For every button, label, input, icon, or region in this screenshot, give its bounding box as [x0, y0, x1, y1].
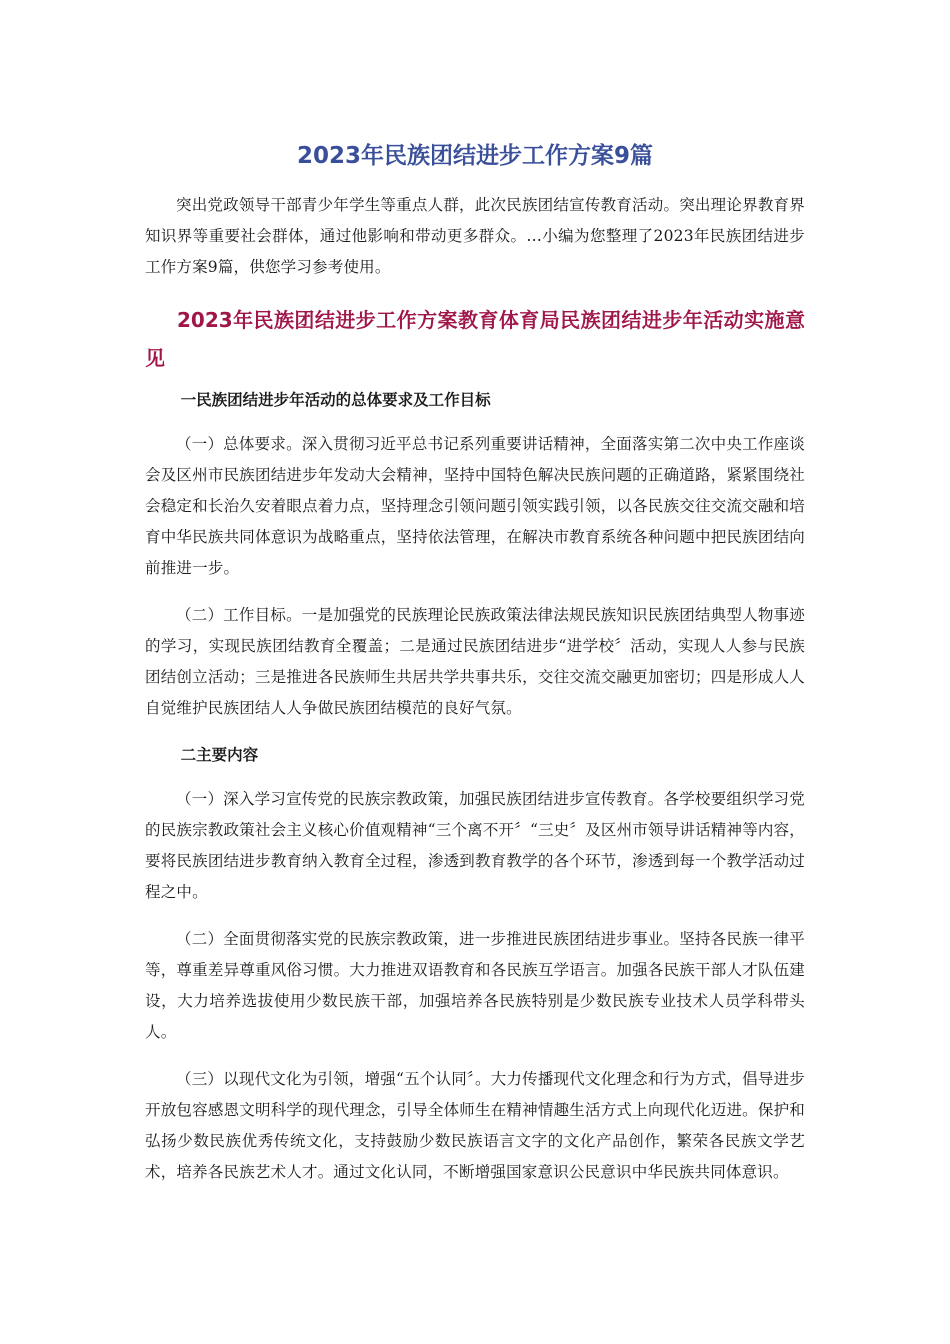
intro-paragraph: 突出党政领导干部青少年学生等重点人群，此次民族团结宣传教育活动。突出理论界教育界知识界等重要社会群体，通过他影响和带动更多群众。…小编为您整理了2023年民族团结进步工作方案9篇，供您学习参考使用。: [145, 196, 805, 276]
part1-paragraph-1: （一）总体要求。深入贯彻习近平总书记系列重要讲话精神，全面落实第二次中央工作座谈会及区州市民族团结进步年发动大会精神，坚持中国特色解决民族问题的正确道路，紧紧围绕社会稳定和长治久安着眼点着力点，坚持理念引领问题引领实践引领，以各民族交往交流交融和培育中华民族共同体意识为战略重点，坚持依法管理，在解决市教育系统各种问题中把民族团结向前推进一步。: [145, 435, 805, 577]
document-page: [145, 128, 805, 1204]
part1-heading: 一民族团结进步年活动的总体要求及工作目标: [180, 391, 491, 409]
part1-paragraph-2: （二）工作目标。一是加强党的民族理论民族政策法律法规民族知识民族团结典型人物事迹的学习，实现民族团结教育全覆盖；二是通过民族团结进步“进学校〞活动，实现人人参与民族团结创立活动；三是推进各民族师生共居共学共事共乐，交往交流交融更加密切；四是形成人人自觉维护民族团结人人争做民族团结模范的良好气氛。: [145, 606, 805, 717]
section-title: 2023年民族团结进步工作方案教育体育局民族团结进步年活动实施意见: [145, 308, 805, 370]
part2-heading: 二主要内容: [180, 746, 259, 764]
part2-paragraph-1: （一）深入学习宣传党的民族宗教政策，加强民族团结进步宣传教育。各学校要组织学习党的民族宗教政策社会主义核心价值观精神“三个离不开〞“三史〞及区州市领导讲话精神等内容，要将民族团结进步教育纳入教育全过程，渗透到教育教学的各个环节，渗透到每一个教学活动过程之中。: [145, 790, 805, 901]
part2-paragraph-2: （二）全面贯彻落实党的民族宗教政策，进一步推进民族团结进步事业。坚持各民族一律平等，尊重差异尊重风俗习惯。大力推进双语教育和各民族互学语言。加强各民族干部人才队伍建设，大力培养选拔使用少数民族干部，加强培养各民族特别是少数民族专业技术人员学科带头人。: [145, 930, 805, 1041]
document-title: 2023年民族团结进步工作方案9篇: [296, 143, 654, 169]
part2-paragraph-3: （三）以现代文化为引领，增强“五个认同〞。大力传播现代文化理念和行为方式，倡导进步开放包容感恩文明科学的现代理念，引导全体师生在精神情趣生活方式上向现代化迈进。保护和弘扬少数民族优秀传统文化，支持鼓励少数民族语言文字的文化产品创作，繁荣各民族文学艺术，培养各民族艺术人才。通过文化认同，不断增强国家意识公民意识中华民族共同体意识。: [145, 1070, 805, 1181]
